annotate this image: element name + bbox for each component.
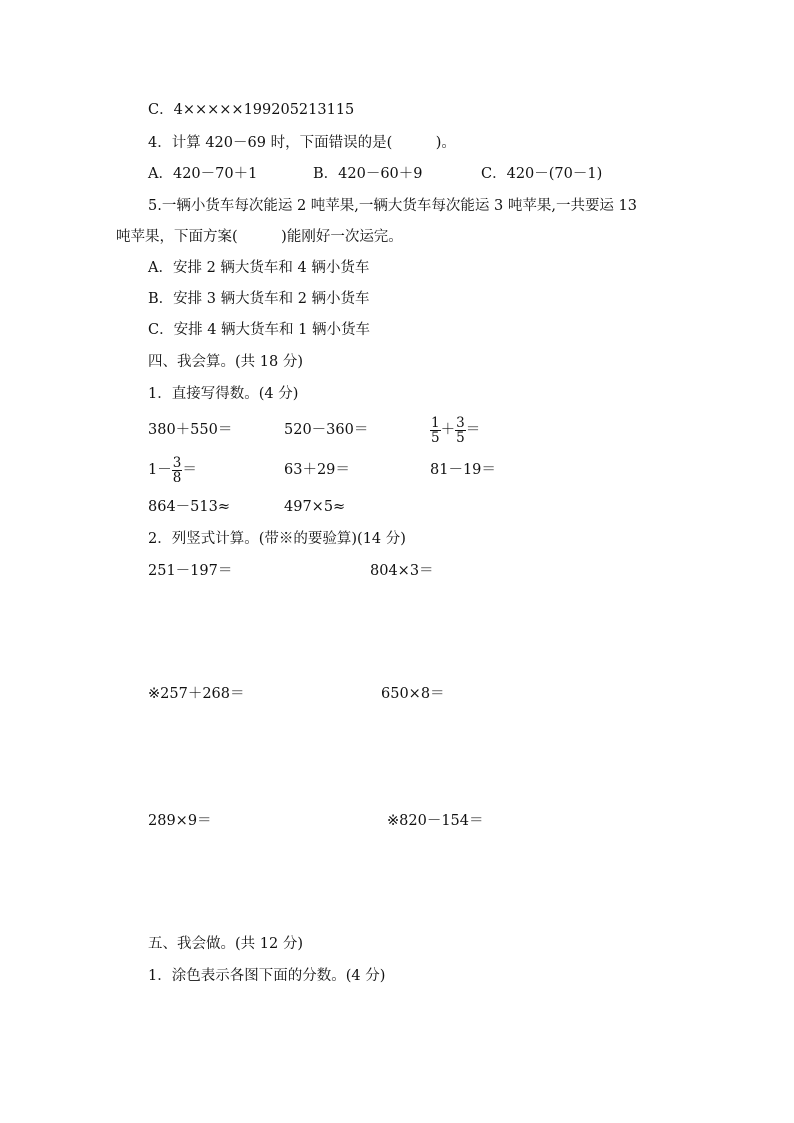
q4-option-a: A．420－70＋1 <box>148 166 258 182</box>
q5-option-c: C．安排 4 辆大货车和 1 辆小货车 <box>148 322 370 338</box>
calc-expression: 520－360＝ <box>284 422 369 438</box>
q3-option-c: C．4×××××199205213115 <box>148 102 355 118</box>
q4-stem: 4．计算 420－69 时，下面错误的是( )。 <box>148 135 456 151</box>
fraction: $\frac{3}{5}$ <box>456 414 465 446</box>
q5-option-a: A．安排 2 辆大货车和 4 辆小货车 <box>148 260 370 276</box>
section4-part1-title: 1．直接写得数。(4 分) <box>148 386 299 402</box>
section4-title: 四、我会算。(共 18 分) <box>148 354 303 370</box>
vertical-calc-expression: ※257＋268＝ <box>148 686 245 702</box>
vertical-calc-expression: ※820－154＝ <box>387 813 484 829</box>
fraction-expression: 1－ $\frac{3}{8}$ ＝ <box>148 454 197 486</box>
section5-part1-title: 1．涂色表示各图下面的分数。(4 分) <box>148 968 386 984</box>
vertical-calc-expression: 804×3＝ <box>370 563 434 579</box>
vertical-calc-expression: 251－197＝ <box>148 563 233 579</box>
q4-option-b: B．420－60＋9 <box>313 166 423 182</box>
q4-option-c: C．420－(70－1) <box>481 166 603 182</box>
fraction-expression: $\frac{1}{5}$ ＋ $\frac{3}{5}$ ＝ <box>431 414 481 446</box>
fraction: $\frac{3}{8}$ <box>172 454 182 486</box>
calc-expression: 380＋550＝ <box>148 422 233 438</box>
q5-stem-line1: 5.一辆小货车每次能运 2 吨苹果,一辆大货车每次能运 3 吨苹果,一共要运 13 <box>148 198 637 214</box>
section5-title: 五、我会做。(共 12 分) <box>148 936 303 952</box>
calc-expression: 497×5≈ <box>284 499 346 515</box>
fraction: $\frac{1}{5}$ <box>431 414 440 446</box>
calc-expression: 864－513≈ <box>148 499 231 515</box>
q5-stem-line2: 吨苹果，下面方案( )能刚好一次运完。 <box>116 229 403 245</box>
vertical-calc-expression: 289×9＝ <box>148 813 212 829</box>
calc-expression: 81－19＝ <box>430 462 496 478</box>
calc-expression: 63＋29＝ <box>284 462 350 478</box>
vertical-calc-expression: 650×8＝ <box>381 686 445 702</box>
q5-option-b: B．安排 3 辆大货车和 2 辆小货车 <box>148 291 370 307</box>
section4-part2-title: 2．列竖式计算。(带※的要验算)(14 分) <box>148 531 406 547</box>
